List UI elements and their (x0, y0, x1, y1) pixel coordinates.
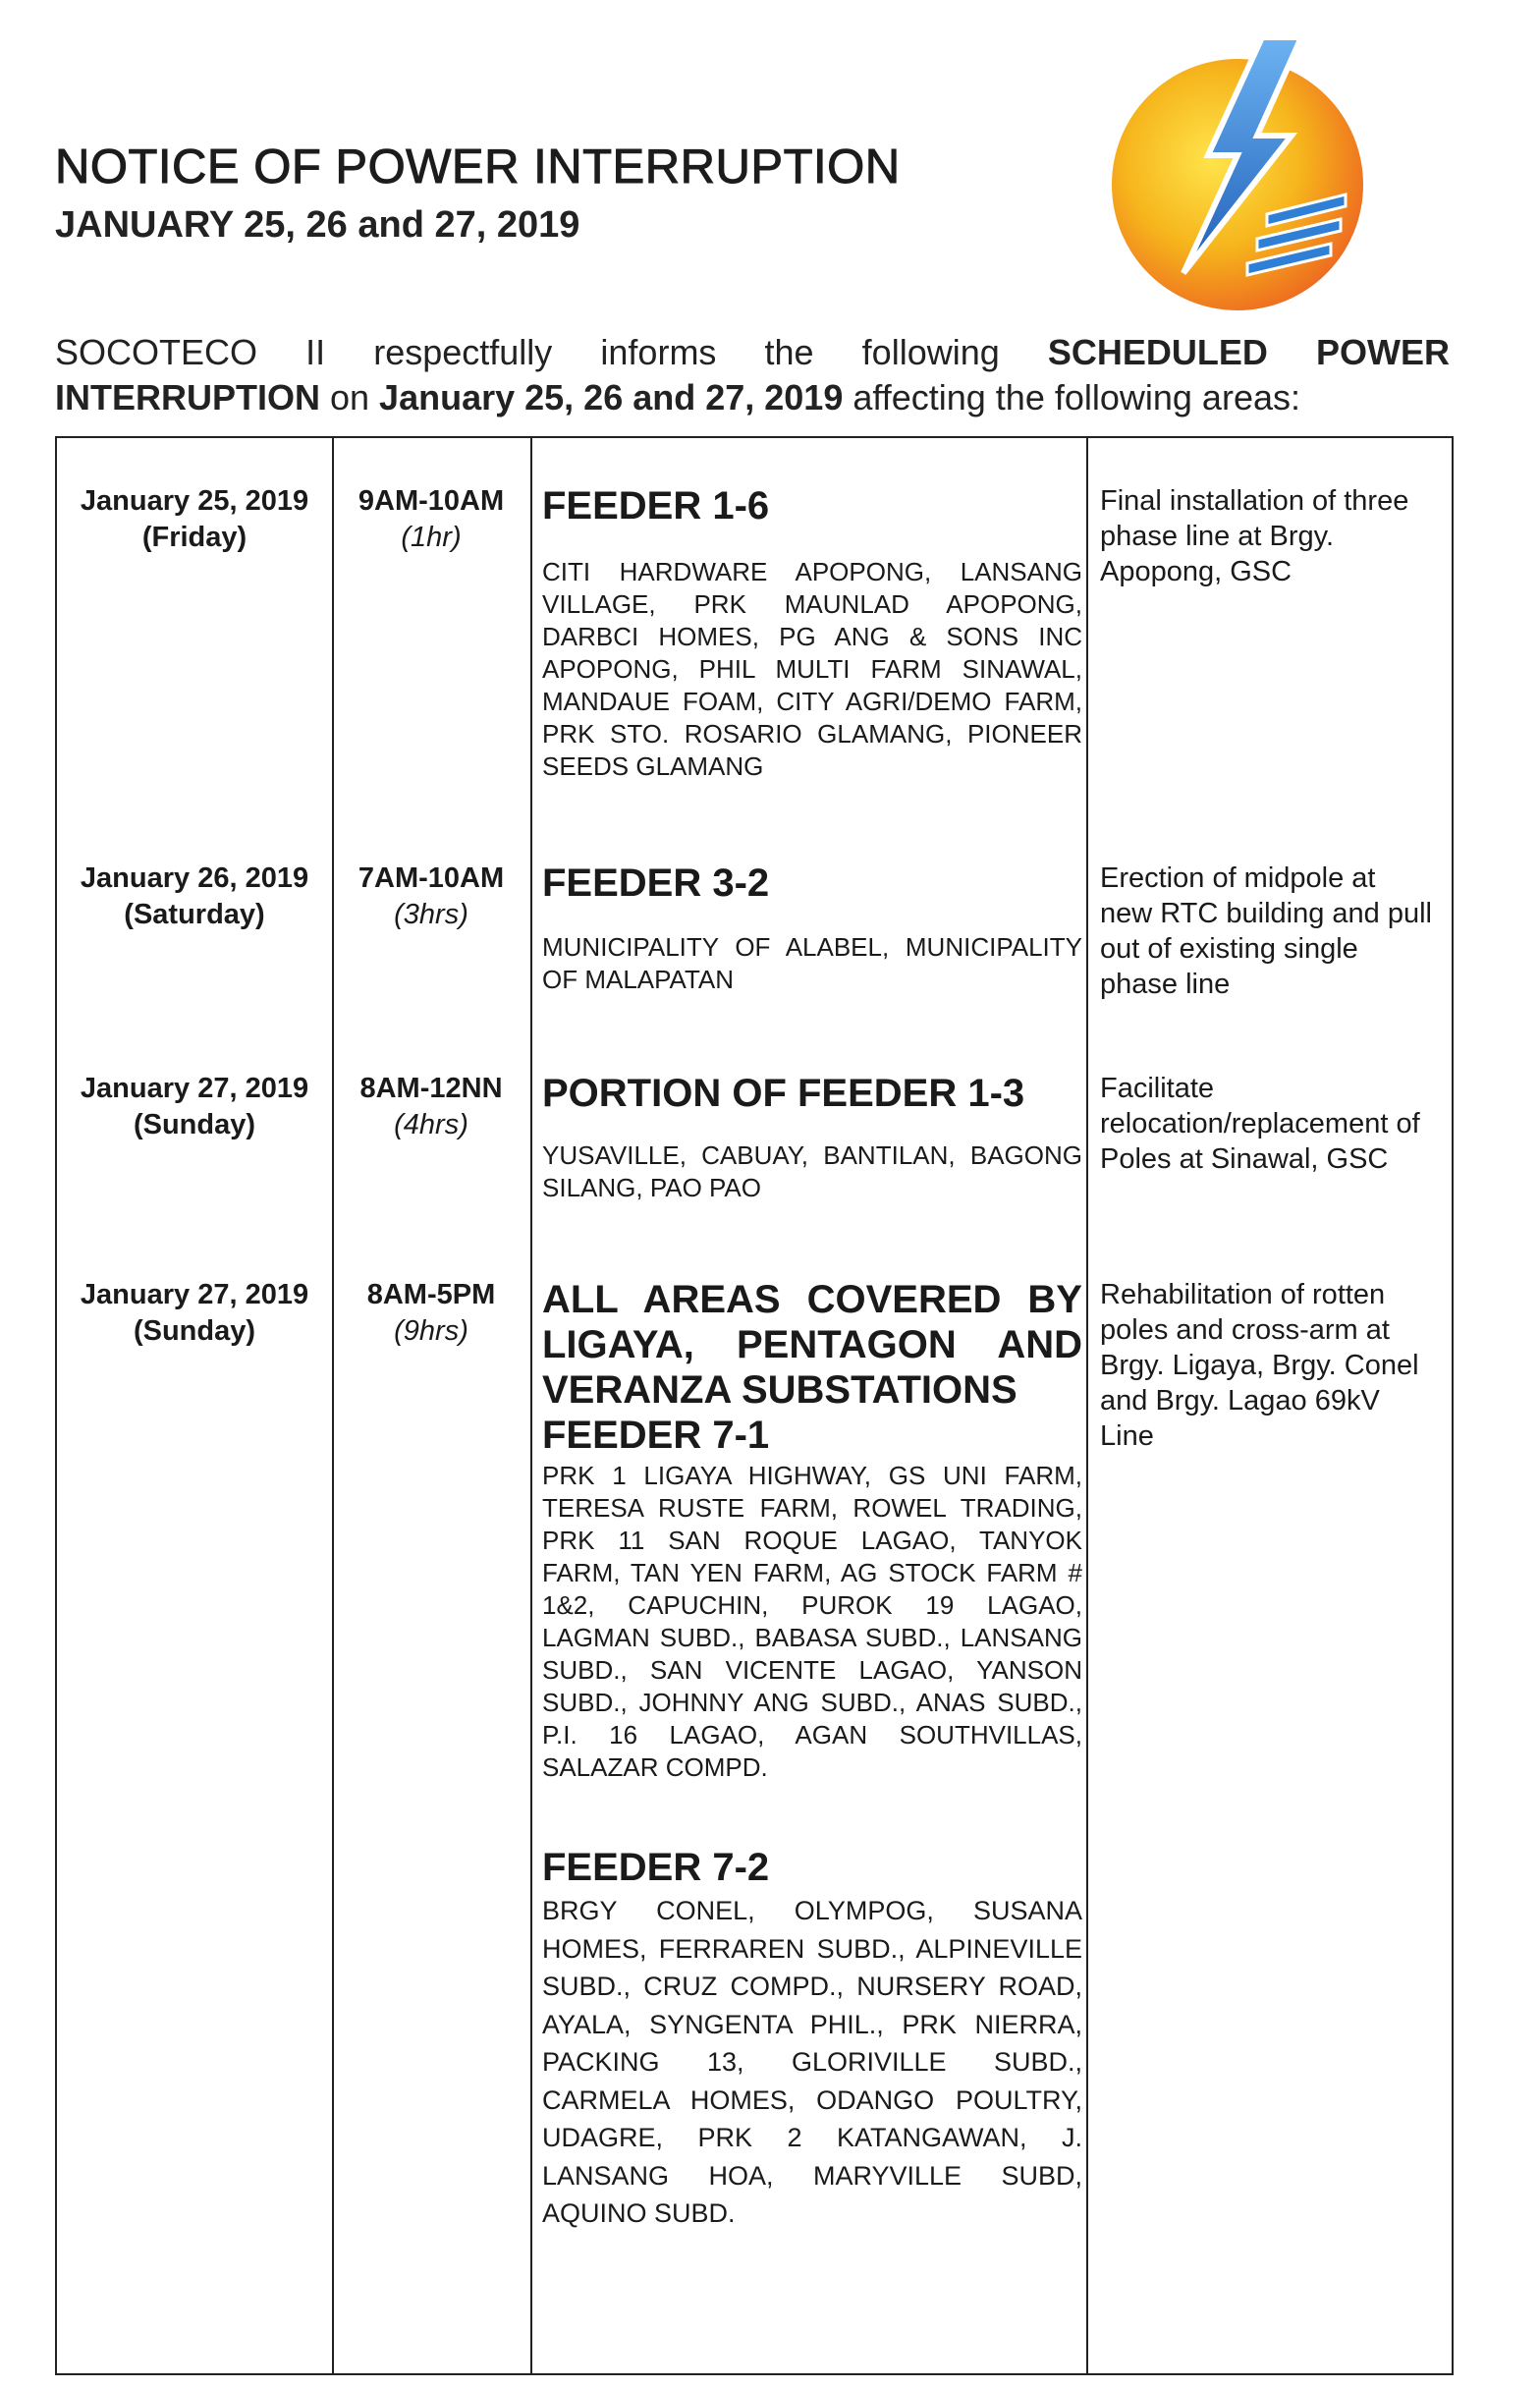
area-cell (542, 1277, 1082, 2233)
schedule-table (55, 436, 1454, 2375)
date-cell: January 27, 2019 (Sunday) (80, 1279, 309, 1347)
affected-areas: MUNICIPALITY OF ALABEL, MUNICIPALITY OF MALAPATAN (542, 932, 1082, 994)
feeder-name: FEEDER 1-6 (542, 484, 770, 528)
feeder-name: PORTION OF FEEDER 1-3 (542, 1072, 1025, 1115)
column-divider (530, 438, 532, 2373)
remarks-cell: Facilitate relocation/replacement of Poles at Sinawal, GSC (1100, 1073, 1420, 1175)
time-cell: 8AM-5PM (9hrs) (366, 1279, 496, 1347)
date-cell: January 27, 2019 (Sunday) (80, 1073, 309, 1140)
time-cell: 8AM-12NN (4hrs) (359, 1073, 503, 1140)
remarks-cell: Erection of midpole at new RTC building and pull out of existing single phase line (1100, 862, 1433, 1000)
notice-title: NOTICE OF POWER INTERRUPTION (55, 140, 901, 194)
feeder-name: FEEDER 7-2 (542, 1846, 770, 1889)
time-cell: 9AM-10AM (1hr) (358, 485, 505, 553)
date-cell: January 26, 2019 (Saturday) (80, 862, 309, 930)
feeder-name: FEEDER 7-1 (542, 1414, 770, 1457)
feeder-name: ALL AREAS COVERED BY LIGAYA, PENTAGON AND VERANZA SUBSTATIONS (542, 1278, 1082, 1412)
intro-paragraph: SOCOTECO II respectfully informs the following SCHEDULED POWER INTERRUPTION on January 25, 26 and 27, 2019 affecting the following areas: (55, 332, 1450, 417)
time-cell: 7AM-10AM (3hrs) (358, 862, 505, 930)
column-divider (1086, 438, 1088, 2373)
area-cell (542, 861, 1082, 996)
affected-areas: CITI HARDWARE APOPONG, LANSANG VILLAGE, PRK MAUNLAD APOPONG, DARBCI HOMES, PG ANG & SONS INC APOPONG, PHIL MULTI FARM SINAWAL, MANDAUE FOAM, CITY AGRI/DEMO FARM, PRK STO. ROSARIO GLAMANG, PIONEER SEEDS GLAMANG (542, 557, 1082, 781)
column-divider (332, 438, 334, 2373)
feeder-name: FEEDER 3-2 (542, 861, 770, 905)
date-cell: January 25, 2019 (Friday) (80, 485, 309, 553)
lightning-bolt-logo (1090, 28, 1385, 322)
affected-areas: PRK 1 LIGAYA HIGHWAY, GS UNI FARM, TERESA RUSTE FARM, ROWEL TRADING, PRK 11 SAN ROQUE LAGAO, TANYOK FARM, TAN YEN FARM, AG STOCK FARM # 1&2, CAPUCHIN, PUROK 19 LAGAO, LAGMAN SUBD., BABASA SUBD., LANSANG SUBD., SAN VICENTE LAGAO, YANSON SUBD., JOHNNY ANG SUBD., ANAS SUBD., P.I. 16 LAGAO, AGAN SOUTHVILLAS, SALAZAR COMPD. (542, 1461, 1082, 1782)
remarks-cell: Rehabilitation of rotten poles and cross-arm at Brgy. Ligaya, Brgy. Conel and Brgy. Lagao 69kV Line (1100, 1279, 1419, 1452)
notice-dates: JANUARY 25, 26 and 27, 2019 (55, 204, 580, 246)
affected-areas: BRGY CONEL, OLYMPOG, SUSANA HOMES, FERRAREN SUBD., ALPINEVILLE SUBD., CRUZ COMPD., NURSERY ROAD, AYALA, SYNGENTA PHIL., PRK NIERRA, PACKING 13, GLORIVILLE SUBD., CARMELA HOMES, ODANGO POULTRY, UDAGRE, PRK 2 KATANGAWAN, J. LANSANG HOA, MARYVILLE SUBD, AQUINO SUBD. (542, 1896, 1082, 2228)
remarks-cell: Final installation of three phase line at Brgy. Apopong, GSC (1100, 485, 1409, 587)
area-cell (542, 483, 1082, 783)
affected-areas: YUSAVILLE, CABUAY, BANTILAN, BAGONG SILANG, PAO PAO (542, 1140, 1082, 1202)
area-cell (542, 1071, 1082, 1204)
